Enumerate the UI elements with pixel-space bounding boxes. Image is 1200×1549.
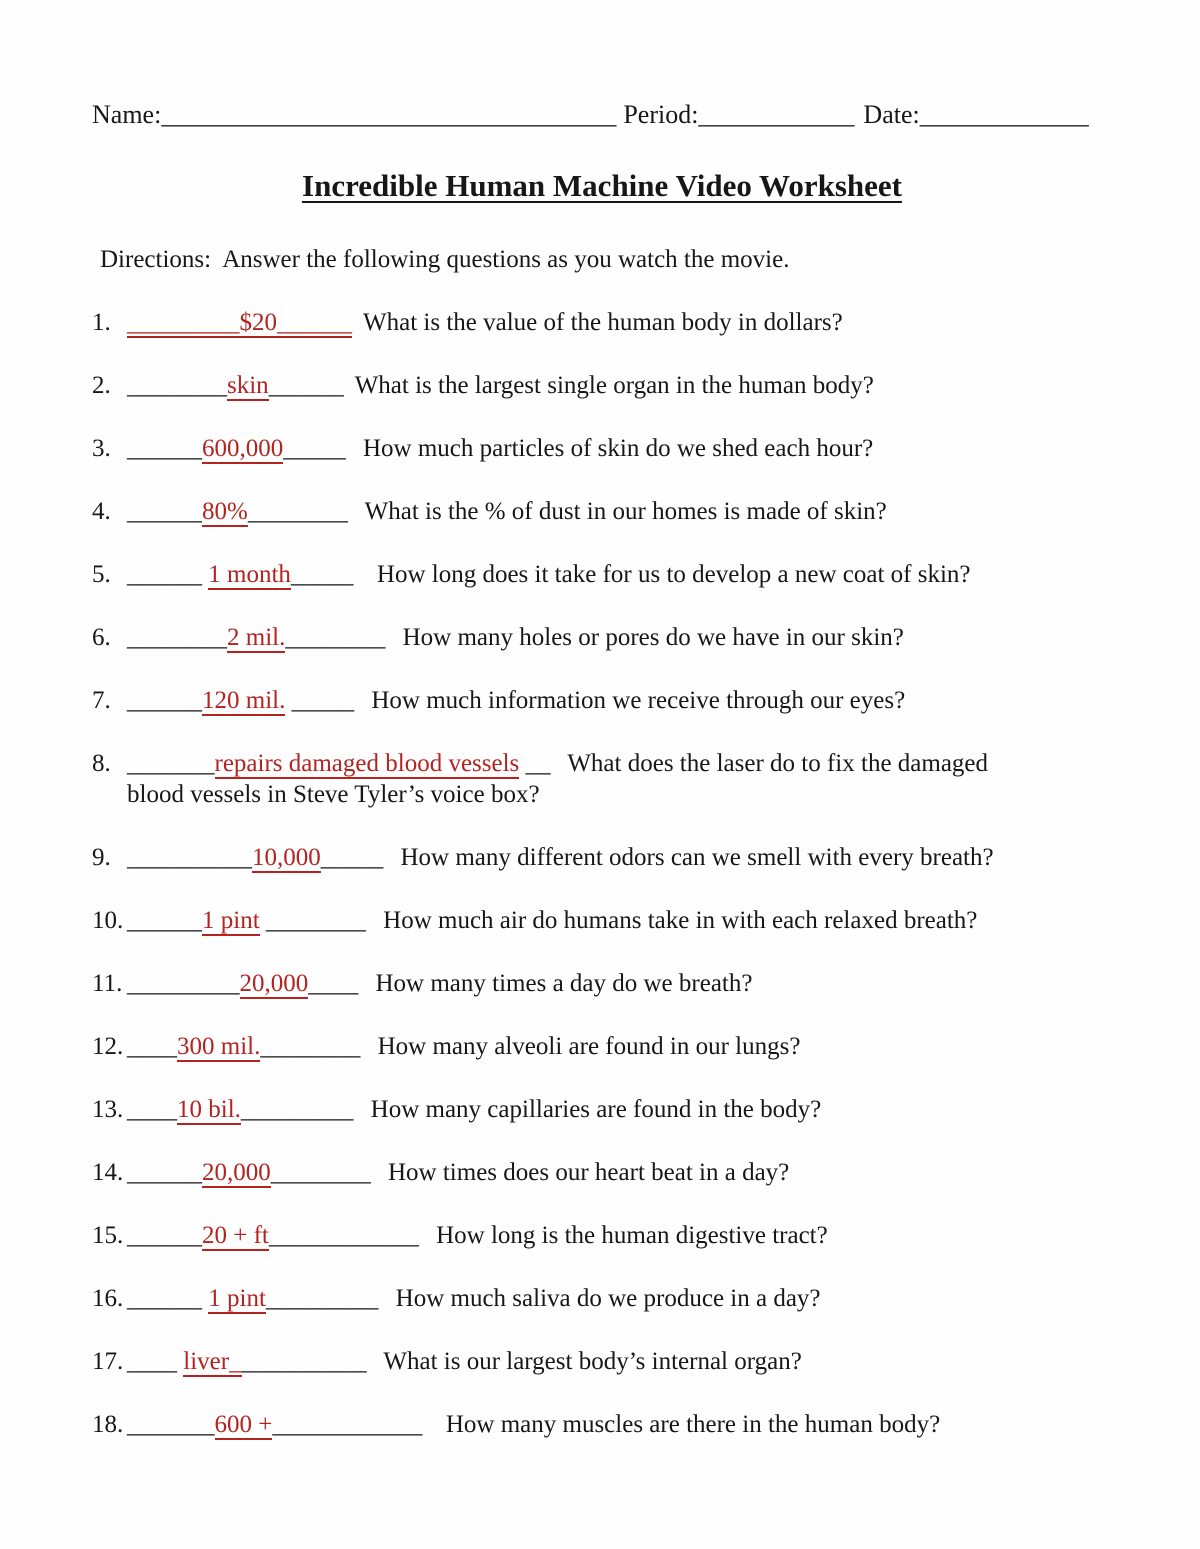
answer-blank-post: _____ — [285, 687, 355, 714]
answer-blank-post: __ — [519, 750, 551, 777]
question-row-15 — [92, 1221, 1112, 1250]
answer-text: $20 — [239, 309, 277, 336]
question-row-11 — [92, 969, 1112, 998]
answer-text: 80% — [202, 498, 248, 525]
answer-blank — [127, 844, 383, 873]
answer-blank — [127, 970, 358, 999]
question-text: How many muscles are there in the human body? — [433, 1411, 941, 1438]
question-number: 15. — [92, 1222, 124, 1249]
question-text: How times does our heart beat in a day? — [381, 1159, 790, 1186]
answer-blank — [127, 1096, 353, 1125]
answer-blank — [127, 498, 348, 527]
answer-text: 600 + — [214, 1411, 273, 1438]
answer-blank — [127, 687, 354, 716]
question-row-8 — [92, 749, 1112, 809]
answer-blank-post: ____________ — [268, 1222, 419, 1249]
answer-blank-post: ________ — [247, 498, 348, 525]
answer-blank — [127, 1222, 419, 1251]
question-text: How many holes or pores do we have in our skin? — [396, 624, 904, 651]
question-number: 1. — [92, 309, 111, 336]
question-text: How many times a day do we breath? — [369, 970, 753, 997]
question-row-12 — [92, 1032, 1112, 1061]
answer-blank — [127, 1033, 360, 1062]
answer-blank-pre: ______ — [127, 561, 209, 588]
answer-blank — [127, 1285, 378, 1314]
answer-text: 1 pint — [202, 907, 260, 934]
question-row-4 — [92, 497, 1112, 526]
answer-text: liver_ — [183, 1348, 242, 1375]
answer-blank-post: _____ — [290, 561, 354, 588]
question-row-5 — [92, 560, 1112, 589]
period-label: Period: — [623, 100, 699, 129]
answer-blank-pre: ____ — [127, 1096, 177, 1123]
question-text: How long does it take for us to develop a new coat of skin? — [364, 561, 971, 588]
answer-blank-pre: ______ — [127, 1285, 209, 1312]
question-row-14 — [92, 1158, 1112, 1187]
question-number: 9. — [92, 844, 111, 871]
answer-blank — [127, 1159, 371, 1188]
answer-blank-pre: ______ — [127, 498, 202, 525]
question-row-1 — [92, 308, 1112, 337]
answer-blank-post: _____ — [283, 435, 346, 462]
question-text: What is the largest single organ in the human body? — [354, 372, 874, 399]
answer-text: 10 bil. — [177, 1096, 241, 1123]
question-text: How many capillaries are found in the body? — [364, 1096, 822, 1123]
date-label: Date: — [863, 100, 920, 129]
question-row-13 — [92, 1095, 1112, 1124]
answer-blank-pre: _________ — [127, 970, 240, 997]
worksheet-title: Incredible Human Machine Video Worksheet — [302, 168, 902, 203]
answer-blank-pre: _______ — [127, 1411, 215, 1438]
question-number: 2. — [92, 372, 111, 399]
answer-blank-post: ____ — [308, 970, 359, 997]
answer-blank-post: __________ — [241, 1348, 367, 1375]
answer-blank-post: ________ — [260, 1033, 361, 1060]
question-text: How many alveoli are found in our lungs? — [371, 1033, 801, 1060]
answer-text: repairs damaged blood vessels — [214, 750, 520, 777]
answer-blank — [127, 435, 346, 464]
answer-blank-post: _________ — [265, 1285, 379, 1312]
answer-text: 600,000 — [202, 435, 284, 462]
question-number: 5. — [92, 561, 111, 588]
question-text: How many different odors can we smell with every breath? — [394, 844, 994, 871]
answer-text: 2 mil. — [227, 624, 286, 651]
question-number: 16. — [92, 1285, 124, 1312]
question-text: How much saliva do we produce in a day? — [389, 1285, 821, 1312]
question-row-3 — [92, 434, 1112, 463]
answer-blank-pre: ____ — [127, 1033, 177, 1060]
answer-blank-pre: __________ — [127, 844, 252, 871]
question-number: 7. — [92, 687, 111, 714]
answer-blank-pre: ____ — [127, 1348, 184, 1375]
question-number: 4. — [92, 498, 111, 525]
title-container — [92, 168, 1112, 204]
answer-blank-post: ____________ — [272, 1411, 423, 1438]
question-text: What is the value of the human body in dollars? — [363, 309, 843, 336]
answer-text: 20,000 — [202, 1159, 271, 1186]
answer-text: 20,000 — [239, 970, 309, 997]
question-text: What does the laser do to fix the damaged — [561, 750, 989, 777]
directions-text: Directions: Answer the following questions as you watch the movie. — [100, 246, 790, 273]
answer-blank-post: _________ — [240, 1096, 354, 1123]
answer-blank — [127, 624, 385, 653]
answer-blank-pre: _________ — [127, 309, 240, 336]
answer-text: 120 mil. — [202, 687, 286, 714]
name-blank: ___________________________________ — [161, 100, 617, 129]
question-number: 18. — [92, 1411, 124, 1438]
answer-blank-pre: ______ — [127, 435, 202, 462]
date-blank: _____________ — [919, 100, 1089, 129]
question-text: How long is the human digestive tract? — [429, 1222, 828, 1249]
question-number: 17. — [92, 1348, 124, 1375]
answer-blank-post: ______ — [268, 372, 344, 399]
answer-text: 10,000 — [252, 844, 321, 871]
answer-blank — [127, 907, 366, 936]
answer-text: skin — [227, 372, 269, 399]
question-number: 12. — [92, 1033, 124, 1060]
answer-blank-pre: _______ — [127, 750, 215, 777]
answer-blank-pre: ________ — [127, 624, 227, 651]
answer-blank-pre: ______ — [127, 1222, 202, 1249]
question-row-17 — [92, 1347, 1112, 1376]
answer-text: 1 month — [208, 561, 291, 588]
question-row-16 — [92, 1284, 1112, 1313]
answer-blank — [127, 561, 353, 590]
question-number: 8. — [92, 750, 111, 777]
question-text: How much information we receive through our eyes? — [365, 687, 906, 714]
question-number: 14. — [92, 1159, 124, 1186]
question-text: What is our largest body’s internal organ? — [377, 1348, 802, 1375]
answer-blank-pre: ______ — [127, 1159, 202, 1186]
header-line — [92, 100, 1112, 130]
answer-text: 1 pint — [208, 1285, 266, 1312]
question-row-9 — [92, 843, 1112, 872]
answer-text: 300 mil. — [177, 1033, 261, 1060]
answer-blank — [127, 309, 352, 338]
answer-blank-post: _____ — [320, 844, 384, 871]
answer-blank-post: ________ — [285, 624, 386, 651]
answer-blank-post: ______ — [277, 309, 352, 336]
question-row-10 — [92, 906, 1112, 935]
answer-blank-post: ________ — [259, 907, 366, 934]
period-blank: ____________ — [698, 100, 855, 129]
question-text: What is the % of dust in our homes is made of skin? — [358, 498, 887, 525]
answer-blank-pre: ________ — [127, 372, 227, 399]
question-row-6 — [92, 623, 1112, 652]
answer-text: 20 + ft — [202, 1222, 269, 1249]
answer-blank — [127, 1348, 367, 1377]
answer-blank-post: ________ — [270, 1159, 371, 1186]
name-label: Name: — [92, 100, 162, 129]
answer-blank — [127, 1411, 422, 1440]
answer-blank — [127, 750, 551, 779]
question-row-18 — [92, 1410, 1112, 1439]
question-number: 3. — [92, 435, 111, 462]
question-text-wrap: blood vessels in Steve Tyler’s voice box? — [127, 781, 540, 808]
question-row-7 — [92, 686, 1112, 715]
question-number: 6. — [92, 624, 111, 651]
question-number: 10. — [92, 907, 124, 934]
question-number: 13. — [92, 1096, 124, 1123]
question-text: How much air do humans take in with each relaxed breath? — [376, 907, 978, 934]
question-number: 11. — [92, 970, 123, 997]
answer-blank-pre: ______ — [127, 907, 202, 934]
question-text: How much particles of skin do we shed each hour? — [356, 435, 874, 462]
answer-blank — [127, 372, 344, 401]
answer-blank-pre: ______ — [127, 687, 202, 714]
question-row-2 — [92, 371, 1112, 400]
